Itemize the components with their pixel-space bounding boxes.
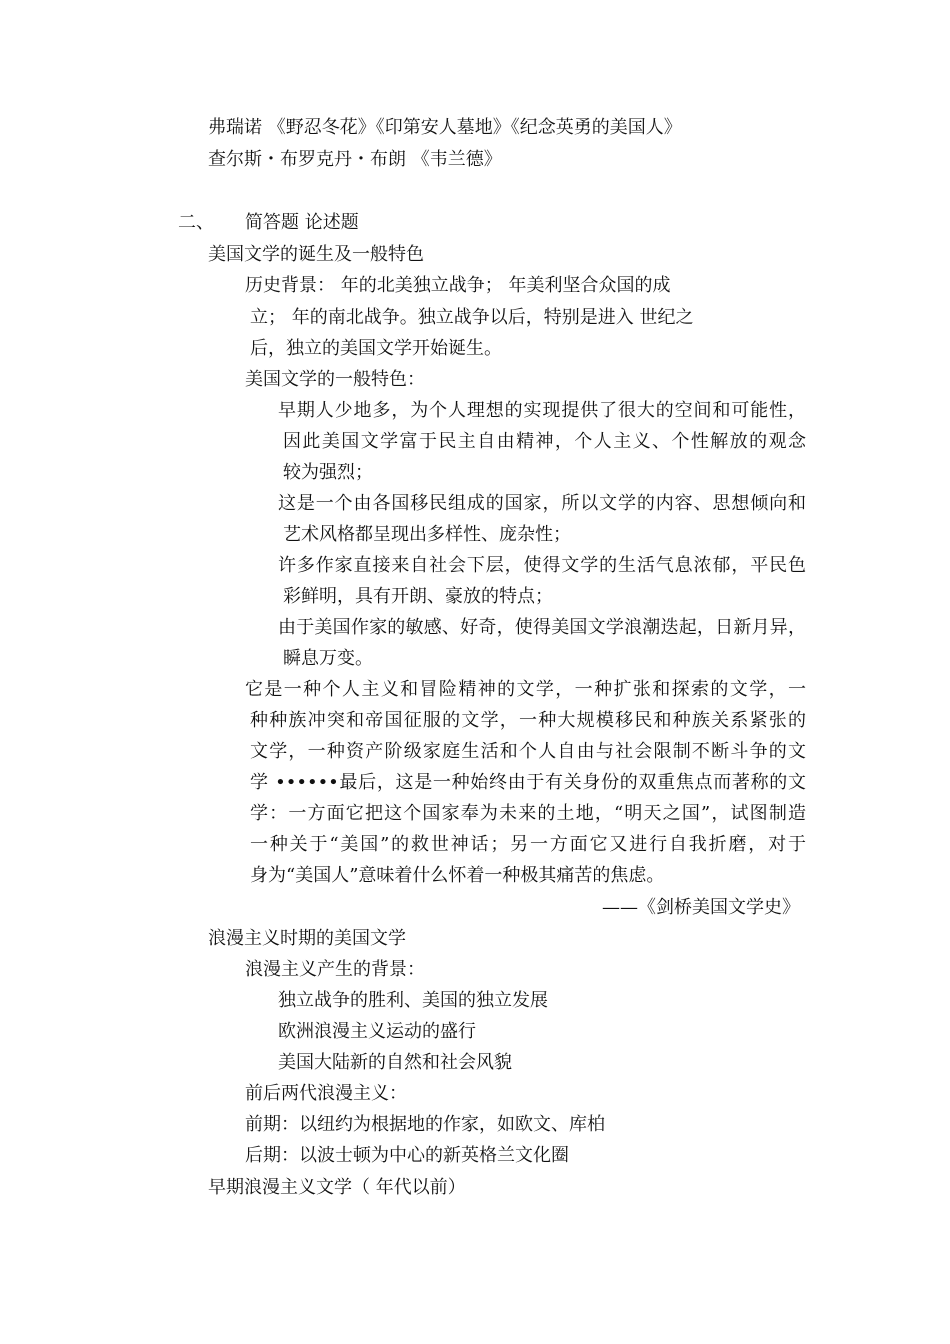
heading-romantic: 浪漫主义时期的美国文学 xyxy=(208,928,406,949)
quote-line: 身为“美国人”意味着什么怀着一种极其痛苦的焦虑。 xyxy=(250,865,665,886)
heading-birth: 美国文学的诞生及一般特色 xyxy=(208,244,424,265)
heading-early-romantic-lit: 早期浪漫主义文学（ 年代以前） xyxy=(208,1177,466,1198)
author-line-freneau: 弗瑞诺 《野忍冬花》《印第安人墓地》《纪念英勇的美国人》 xyxy=(208,117,682,138)
trait-line: 因此美国文学富于民主自由精神，个人主义、个性解放的观念 xyxy=(283,431,806,452)
quote-line: 种种族冲突和帝国征服的文学，一种大规模移民和种族关系紧张的 xyxy=(250,710,806,731)
quote-line: 文学，一种资产阶级家庭生活和个人自由与社会限制不断斗争的文 xyxy=(250,741,806,762)
trait-line: 较为强烈； xyxy=(283,462,373,483)
background-item: 独立战争的胜利、美国的独立发展 xyxy=(278,990,548,1011)
trait-line: 由于美国作家的敏感、好奇，使得美国文学浪潮迭起，日新月异， xyxy=(278,617,806,638)
trait-line: 许多作家直接来自社会下层，使得文学的生活气息浓郁，平民色 xyxy=(278,555,806,576)
trait-line: 早期人少地多，为个人理想的实现提供了很大的空间和可能性， xyxy=(278,400,806,421)
background-item: 欧洲浪漫主义运动的盛行 xyxy=(278,1021,476,1042)
history-line-3: 后，独立的美国文学开始诞生。 xyxy=(250,338,502,359)
traits-heading: 美国文学的一般特色： xyxy=(245,369,425,390)
early-period: 前期：以纽约为根据地的作家，如欧文、库柏 xyxy=(245,1114,605,1135)
background-item: 美国大陆新的自然和社会风貌 xyxy=(278,1052,512,1073)
trait-line: 瞬息万变。 xyxy=(283,648,373,669)
quote-line: 学：一方面它把这个国家奉为未来的土地，“明天之国”，试图制造 xyxy=(250,803,806,824)
quote-line: 一种关于“美国”的救世神话；另一方面它又进行自我折磨，对于 xyxy=(250,834,806,855)
trait-line: 彩鲜明，具有开朗、豪放的特点； xyxy=(283,586,553,607)
section-title: 简答题 论述题 xyxy=(245,212,359,233)
quote-line: 它是一种个人主义和冒险精神的文学，一种扩张和探索的文学，一 xyxy=(245,679,806,700)
history-line-1: 历史背景： 年的北美独立战争； 年美利坚合众国的成 xyxy=(245,275,671,296)
quote-source: ——《剑桥美国文学史》 xyxy=(602,897,800,918)
trait-line: 这是一个由各国移民组成的国家，所以文学的内容、思想倾向和 xyxy=(278,493,806,514)
romantic-background-heading: 浪漫主义产生的背景： xyxy=(245,959,425,980)
trait-line: 艺术风格都呈现出多样性、庞杂性； xyxy=(283,524,571,545)
late-period: 后期：以波士顿为中心的新英格兰文化圈 xyxy=(245,1145,569,1166)
section-number: 二、 xyxy=(178,212,214,233)
author-line-brown: 查尔斯・布罗克丹・布朗 《韦兰德》 xyxy=(208,149,502,170)
history-line-2: 立； 年的南北战争。独立战争以后，特别是进入 世纪之 xyxy=(250,307,694,328)
quote-line: 学 ••••••最后，这是一种始终由于有关身份的双重焦点而著称的文 xyxy=(250,772,806,793)
two-generations-heading: 前后两代浪漫主义： xyxy=(245,1083,407,1104)
